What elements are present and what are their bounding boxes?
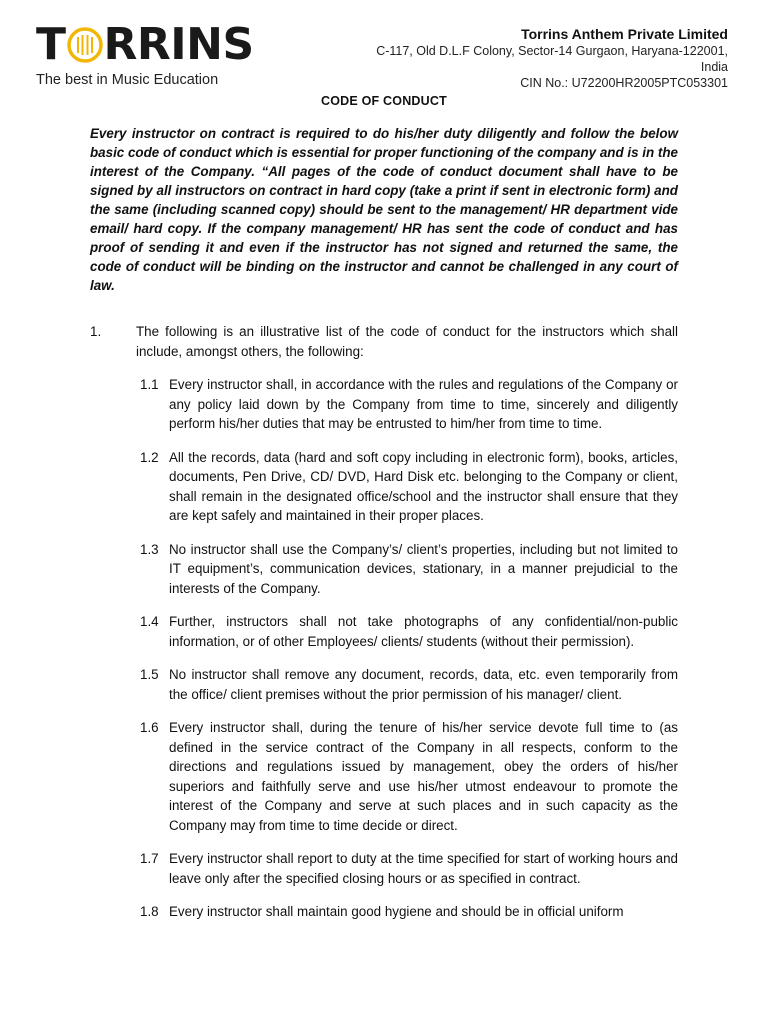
company-name: Torrins Anthem Private Limited [521,26,728,42]
clause-number: 1.2 [140,449,159,465]
clause-number: 1.7 [140,851,159,866]
guitar-soundhole-icon [67,27,103,63]
clause-number: 1.4 [140,614,159,629]
logo-letter-t: T [36,19,66,70]
company-logo [36,19,256,88]
section-text: The following is an illustrative list of the code of conduct for the instructors which shall include, amongst others, the following: [136,324,678,359]
company-details [308,26,728,91]
clause-text: Every instructor shall report to duty at the time specified for start of working hours and leave only after the specified closing hours or as specified in contract. [169,851,678,886]
clause-item [140,718,678,835]
logo-wordmark [36,19,256,70]
section-heading-row [90,322,678,361]
logo-tagline: The best in Music Education [36,72,219,88]
clause-item [140,902,678,922]
company-cin: CIN No.: U72200HR2005PTC053301 [520,76,728,90]
section-number: 1. [90,324,102,339]
clause-number: 1.3 [140,541,159,557]
clause-item [140,448,678,526]
clause-item [140,665,678,704]
clause-text: No instructor shall remove any document, records, data, etc. even temporarily from the office/ client premises without the prior permission of his manager/ client. [169,667,678,702]
clause-text: All the records, data (hard and soft copy including in electronic form), books, articles, documents, Pen Drive, CD/ DVD, Hard Disk etc. belonging to the Company or client, shall remain in the designated office/school and the instructor shall ensure that they are kept safely and maintained in their proper places. [169,449,678,523]
clause-text: Every instructor shall, in accordance with the rules and regulations of the Company or any policy laid down by the Company from time to time, sincerely and diligently perform his/her duties that may be entrusted to him/her from time to time. [169,377,678,431]
section-1 [90,322,678,936]
clause-text: Every instructor shall maintain good hygiene and should be in official uniform [169,904,624,919]
clause-text: Further, instructors shall not take photographs of any confidential/non-public information, or of other Employees/ clients/ students (without their permission). [169,614,678,649]
clause-number: 1.1 [140,377,159,392]
company-country: India [700,60,728,74]
document-title: CODE OF CONDUCT [321,94,447,108]
clause-text: Every instructor shall, during the tenure of his/her service devote full time to (as defined in the service contract of the Company in all respects, conform to the directions and regulations issued by management, obey the orders of his/her superiors and faithfully serve and use his/her utmost endeavour to promote the interest of the Company and serve at such places and in such capacity as the Company may from time to time decide or direct. [169,720,678,833]
clause-number: 1.6 [140,720,159,735]
clause-text: No instructor shall use the Company’s/ client’s properties, including but not limited to IT equipment’s, communication devices, stationary, in a manner prejudicial to the interests of the Company. [169,541,678,596]
clause-list [140,375,678,922]
clause-item [140,612,678,651]
intro-paragraph: Every instructor on contract is required to do his/her duty diligently and follow the below basic code of conduct which is essential for proper functioning of the company and is in the interest of the Company. “All pages of the code of conduct document shall have to be signed by all instructors on contract in hard copy (take a print if sent in electronic form) and the same (including scanned copy) should be sent to the management/ HR department vide email/ hard copy. If the company management/ HR has sent the code of conduct and has proof of sending it and even if the instructor has not signed and returned the same, the code of conduct will be binding on the instructor and cannot be challenged in any court of law. [90,126,678,293]
clause-number: 1.5 [140,667,159,682]
clause-number: 1.8 [140,904,159,919]
clause-item [140,849,678,888]
logo-letters-rrins: RRINS [103,19,254,70]
clause-item [140,540,678,599]
company-address: C-117, Old D.L.F Colony, Sector-14 Gurgaon, Haryana-122001, [376,44,728,58]
clause-item [140,375,678,434]
